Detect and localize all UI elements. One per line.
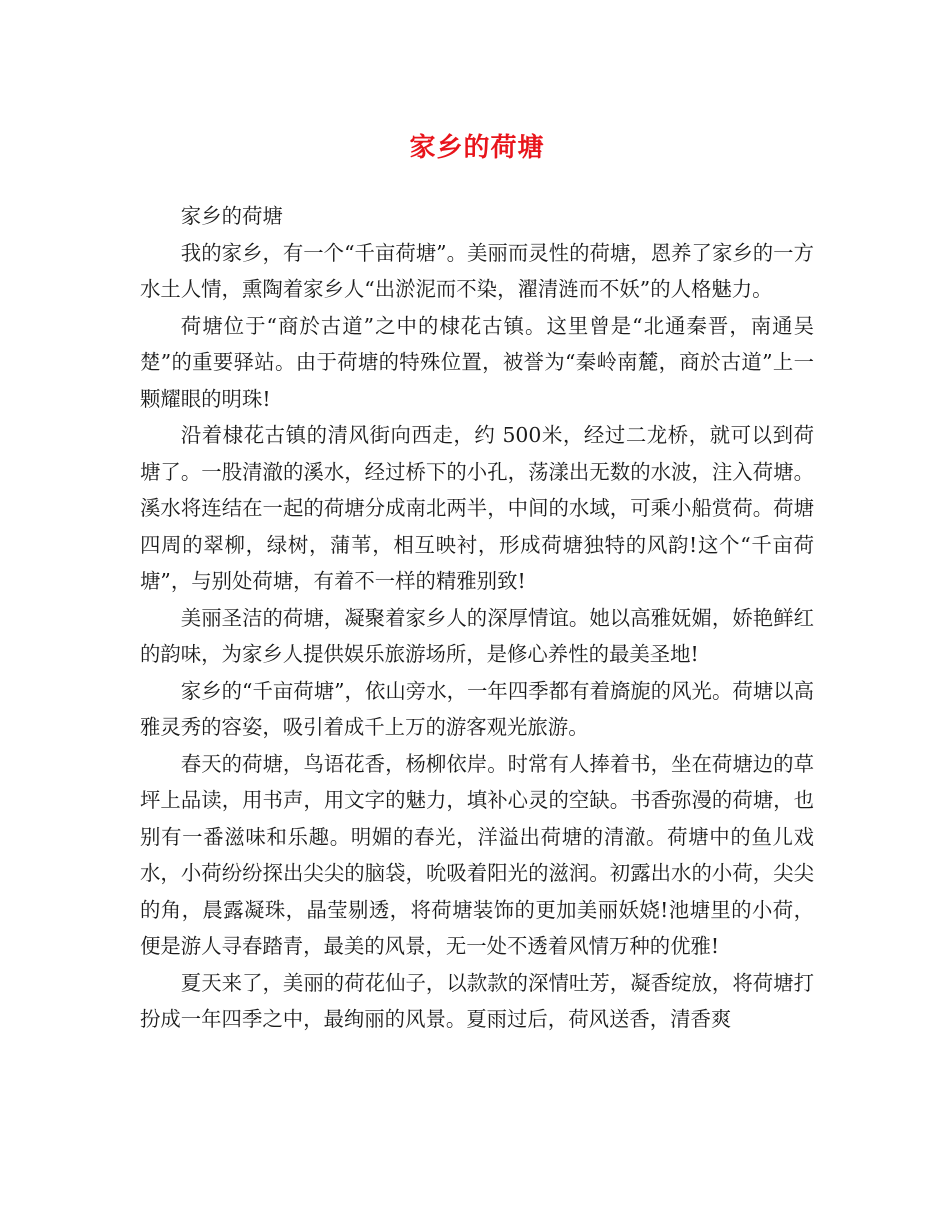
document-title: 家乡的荷塘 (409, 133, 545, 163)
document-page (140, 128, 814, 1038)
document-body (140, 198, 814, 1038)
paragraph: 荷塘位于“商於古道”之中的棣花古镇。这里曾是“北通秦晋，南通吴楚”的重要驿站。由于荷塘的特殊位置，被誉为“秦岭南麓，商於古道”上一颗耀眼的明珠! (140, 313, 814, 411)
paragraph: 春天的荷塘，鸟语花香，杨柳依岸。时常有人捧着书，坐在荷塘边的草坪上品读，用书声，用文字的魅力，填补心灵的空缺。书香弥漫的荷塘，也别有一番滋味和乐趣。明媚的春光，洋溢出荷塘的清澈。荷塘中的鱼儿戏水，小荷纷纷探出尖尖的脑袋，吮吸着阳光的滋润。初露出水的小荷，尖尖的角，晨露凝珠，晶莹剔透，将荷塘装饰的更加美丽妖娆!池塘里的小荷，便是游人寻春踏青，最美的风景，无一处不透着风情万种的优雅! (140, 751, 814, 958)
paragraph: 我的家乡，有一个“千亩荷塘”。美丽而灵性的荷塘，恩养了家乡的一方水土人情，熏陶着家乡人“出淤泥而不染，濯清涟而不妖”的人格魅力。 (140, 240, 814, 301)
paragraph: 美丽圣洁的荷塘，凝聚着家乡人的深厚情谊。她以高雅妩媚，娇艳鲜红的韵味，为家乡人提供娱乐旅游场所，是修心养性的最美圣地! (140, 605, 814, 666)
paragraph-subtitle: 家乡的荷塘 (180, 204, 283, 228)
paragraph: 家乡的“千亩荷塘”，依山旁水，一年四季都有着旖旎的风光。荷塘以高雅灵秀的容姿，吸引着成千上万的游客观光旅游。 (140, 678, 814, 739)
paragraph: 夏天来了，美丽的荷花仙子，以款款的深情吐芳，凝香绽放，将荷塘打扮成一年四季之中，最绚丽的风景。夏雨过后，荷风送香，清香爽 (140, 970, 814, 1031)
paragraph: 沿着棣花古镇的清风街向西走，约 500米，经过二龙桥，就可以到荷塘了。一股清澈的溪水，经过桥下的小孔，荡漾出无数的水波，注入荷塘。溪水将连结在一起的荷塘分成南北两半，中间的水域，可乘小船赏荷。荷塘四周的翠柳，绿树，蒲苇，相互映衬，形成荷塘独特的风韵!这个“千亩荷塘”，与别处荷塘，有着不一样的精雅别致! (140, 423, 814, 593)
